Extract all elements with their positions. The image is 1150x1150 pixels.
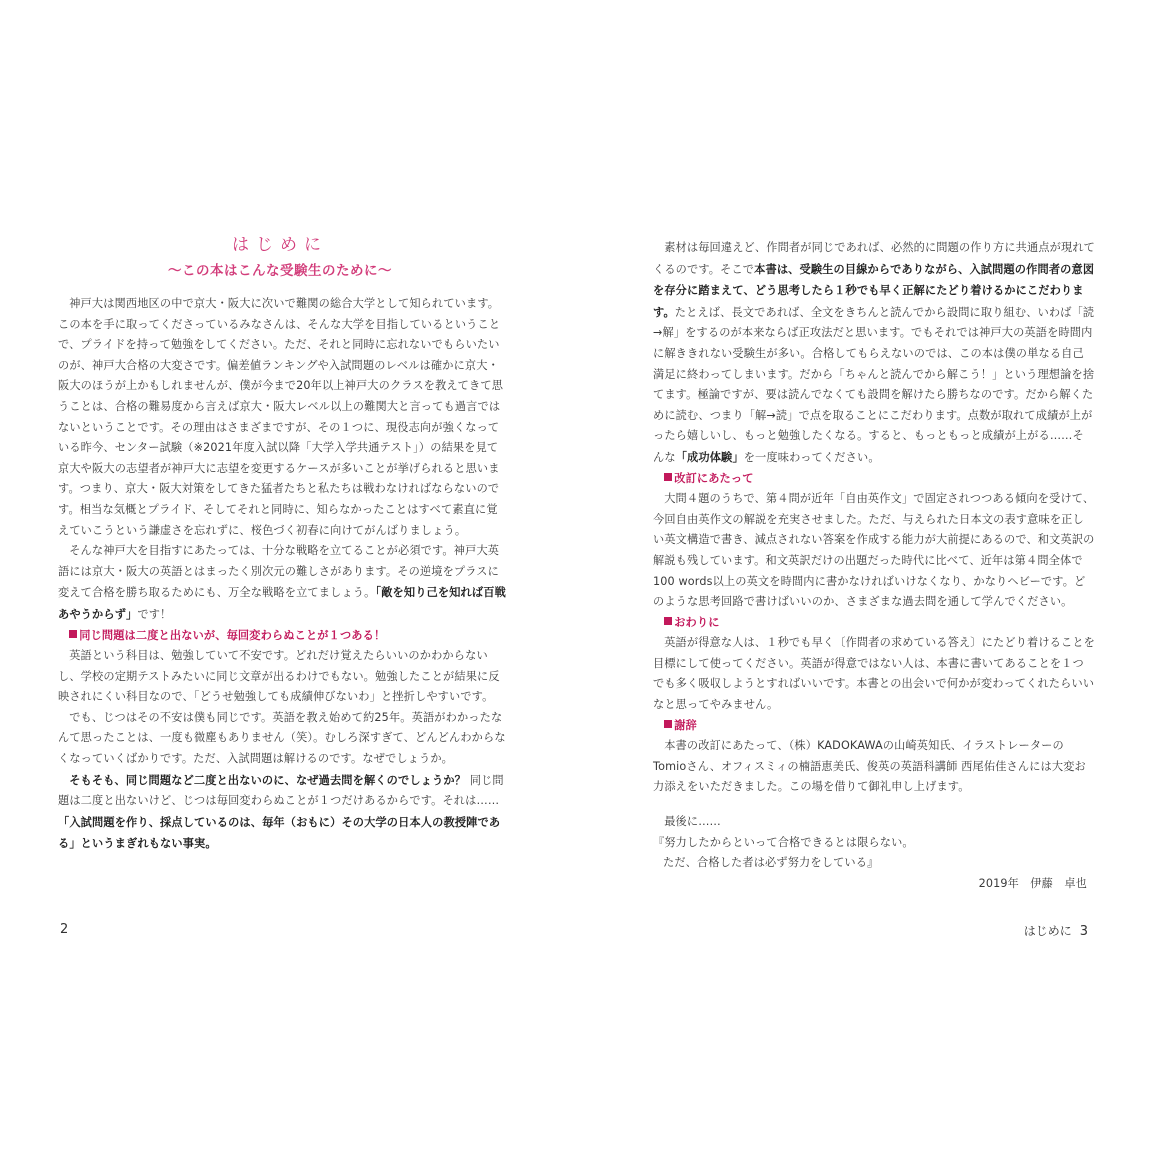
section-heading-acknowledgements bbox=[653, 716, 1095, 737]
p1-end: を一度味わってください。 bbox=[743, 450, 880, 464]
intro-paragraph-2 bbox=[58, 541, 506, 625]
section-heading-text: おわりに bbox=[674, 615, 720, 629]
intro-paragraph-1: 神戸大は関西地区の中で京大・阪大に次いで難関の総合大学として知られています。この本を手に取ってくださっているみなさんは、そんな大学を目指しているということで、プライドを持って勉強をしてください。ただ、それと同時に忘れないでもらいたいのが、神戸大合格の大変さです。偏差値ランキングや入試問題のレベルは確かに京大・阪大のほうが上かもしれませんが、僕が今まで20年以上神戸大のクラスを教えてきて思うことは、合格の難易度から言えば京大・阪大レベル以上の難関大と言っても過言ではないということです。その理由はさまざまですが、その１つに、現役志向が強くなっている昨今、センター試験（※2021年度入試以降「大学入学共通テスト」）の結果を見て京大や阪大の志望者が神戸大に志望を変更するケースが多いことが挙げられると思います。つまり、京大・阪大対策をしてきた猛者たちと私たちは戦わなければならないのです。相当な気概とプライド、そしてそれと同時に、知らなかったことはすべて素直に覚えていこうという謙虚さを忘れずに、桜色づく初春に向けてがんばりましょう。 bbox=[58, 297, 504, 537]
section-heading-text: 同じ問題は二度と出ないが、毎回変わらぬことが１つある！ bbox=[79, 628, 386, 642]
section1-paragraph-3 bbox=[58, 770, 506, 812]
section-heading-revision bbox=[653, 469, 1095, 490]
spacer bbox=[653, 798, 1095, 812]
closing-quote-line-2: ただ、合格した者は必ず努力をしている』 bbox=[663, 856, 879, 870]
page-number: 3 bbox=[1079, 924, 1088, 939]
page-title: はじめに bbox=[232, 235, 328, 255]
square-bullet-icon bbox=[664, 720, 672, 728]
p1-bold-success: 「成功体験」 bbox=[675, 449, 744, 464]
section-heading-same-question bbox=[58, 626, 506, 647]
right-column bbox=[653, 238, 1095, 894]
revision-paragraph: 大問４題のうちで、第４問が近年「自由英作文」で固定されつつある傾向を受けて、今回自由英作文の解説を充実させました。ただ、与えられた日本文の表す意味を正しい英文構造で書き、減点されない答案を作成する能力が大前提にあるので、和文英訳の解説も残しています。和文英訳だけの出題だった時代に比べて、近年は第４問全体で100 words以上の英文を時間内に書かなければいけなくなり、かなりヘビーです。どのような思考回路で書けばいいのか、さまざまな過去問を通して学んでください。 bbox=[653, 492, 1095, 609]
intro-paragraph-2-text: そんな神戸大を目指すにあたっては、十分な戦略を立てることが必須です。神戸大英語には京大・阪大の英語とはまったく別次元の難しさがあります。その逆境をプラスに変えて合格を勝ち取るためにも、万全な戦略を立てましょう。 bbox=[58, 544, 500, 600]
closing-quote-line-1: 『努力したからといって合格できるとは限らない。 bbox=[653, 835, 914, 849]
running-head: はじめに bbox=[1023, 924, 1072, 938]
bold-statement: 「入試問題を作り、採点しているのは、毎年（おもに）その大学の日本人の教授陣である」というまぎれもない事実。 bbox=[58, 814, 501, 851]
right-page bbox=[575, 0, 1150, 1150]
section1-paragraph-1: 英語という科目は、勉強していて不安です。どれだけ覚えたらいいのかわからないし、学校の定期テストみたいに同じ文章が出るわけでもない。勉強したことが結果に反映されにくい科目なので、「どうせ勉強しても成績伸びないわ」と挫折しやすいです。 bbox=[58, 649, 500, 704]
section1-paragraph-2: でも、じつはその不安は僕も同じです。英語を教え始めて約25年。英語がわかったなんて思ったことは、一度も微塵もありません（笑）。むしろ深すぎて、どんどんわからなくなっていくばかりです。ただ、入試問題は解けるのです。なぜでしょうか。 bbox=[58, 710, 506, 766]
square-bullet-icon bbox=[69, 630, 77, 638]
closing-intro: 最後に…… bbox=[664, 815, 721, 829]
section-heading-text: 謝辞 bbox=[674, 718, 697, 732]
p1-start: 素材は毎回違えど、作問者が同じであれば、必然的に問題の作り方に共通点が現れてくるのです。そこで bbox=[653, 241, 1096, 276]
section1-paragraph-4 bbox=[58, 812, 506, 855]
square-bullet-icon bbox=[664, 473, 672, 481]
proverb: 「敵を知り己を知れば百戦あやうからず」 bbox=[58, 585, 506, 621]
left-column bbox=[58, 294, 506, 855]
p1-rest: たとえば、長文であれば、全文をきちんと読んでから設問に取り組む、いわば「読→解」をするのが本来ならば正攻法だと思います。でもそれでは神戸大の英語を時間内に解ききれない受験生が多い。合格してもらえないのでは、この本は僕の単なる自己満足に終わってしまいます。だから「ちゃんと読んでから解こう！」という理想論を捨てます。極論ですが、要は読んでなくても設問を解けたら勝ちなのです。だから解くために読む、つまり「解→読」で点を取ることにこだわります。点数が取れて成績が上がったら嬉しいし、もっと勉強したくなる。すると、もっともっと成績が上がる……そんな bbox=[653, 305, 1095, 464]
signature: 2019年 伊藤 卓也 bbox=[978, 876, 1087, 890]
bold-question: そもそも、同じ問題など二度と出ないのに、なぜ過去問を解くのでしょうか？ bbox=[69, 772, 467, 787]
acknowledgements-paragraph: 本書の改訂にあたって、（株）KADOKAWAの山崎英知氏、イラストレーターのTomioさん、オフィスミィの楠語恵美氏、俊英の英語科講師 西尾佑佳さんには大変お力添えをいただきました。この場を借りて御礼申し上げます。 bbox=[653, 739, 1086, 794]
page-number-right bbox=[1024, 922, 1088, 939]
p1-bold: 本書は、受験生の目線からでありながら、入試問題の作問者の意図を存分に踏まえて、どう思考したら１秒でも早く正解にたどり着けるかにこだわります。 bbox=[653, 261, 1095, 319]
right-paragraph-1 bbox=[653, 238, 1095, 469]
section-heading-ending bbox=[653, 613, 1095, 634]
after-question-text: 同じ問題は二度と出ないけど、じつは毎回変わらぬことが１つだけあるからです。それは…… bbox=[58, 773, 504, 808]
page-subtitle: 〜この本はこんな受験生のために〜 bbox=[168, 263, 392, 279]
proverb-suffix: です！ bbox=[137, 607, 172, 621]
page-number-left: 2 bbox=[60, 922, 69, 937]
section-heading-text: 改訂にあたって bbox=[674, 471, 754, 485]
square-bullet-icon bbox=[664, 617, 672, 625]
ending-paragraph: 英語が得意な人は、１秒でも早く〔作問者の求めている答え〕にたどり着けることを目標にして使ってください。英語が得意ではない人は、本書に書いてあることを１つでも多く吸収しようとすればいいです。本書との出会いで何かが変わってくれたらいいなと思ってやみません。 bbox=[653, 636, 1096, 712]
